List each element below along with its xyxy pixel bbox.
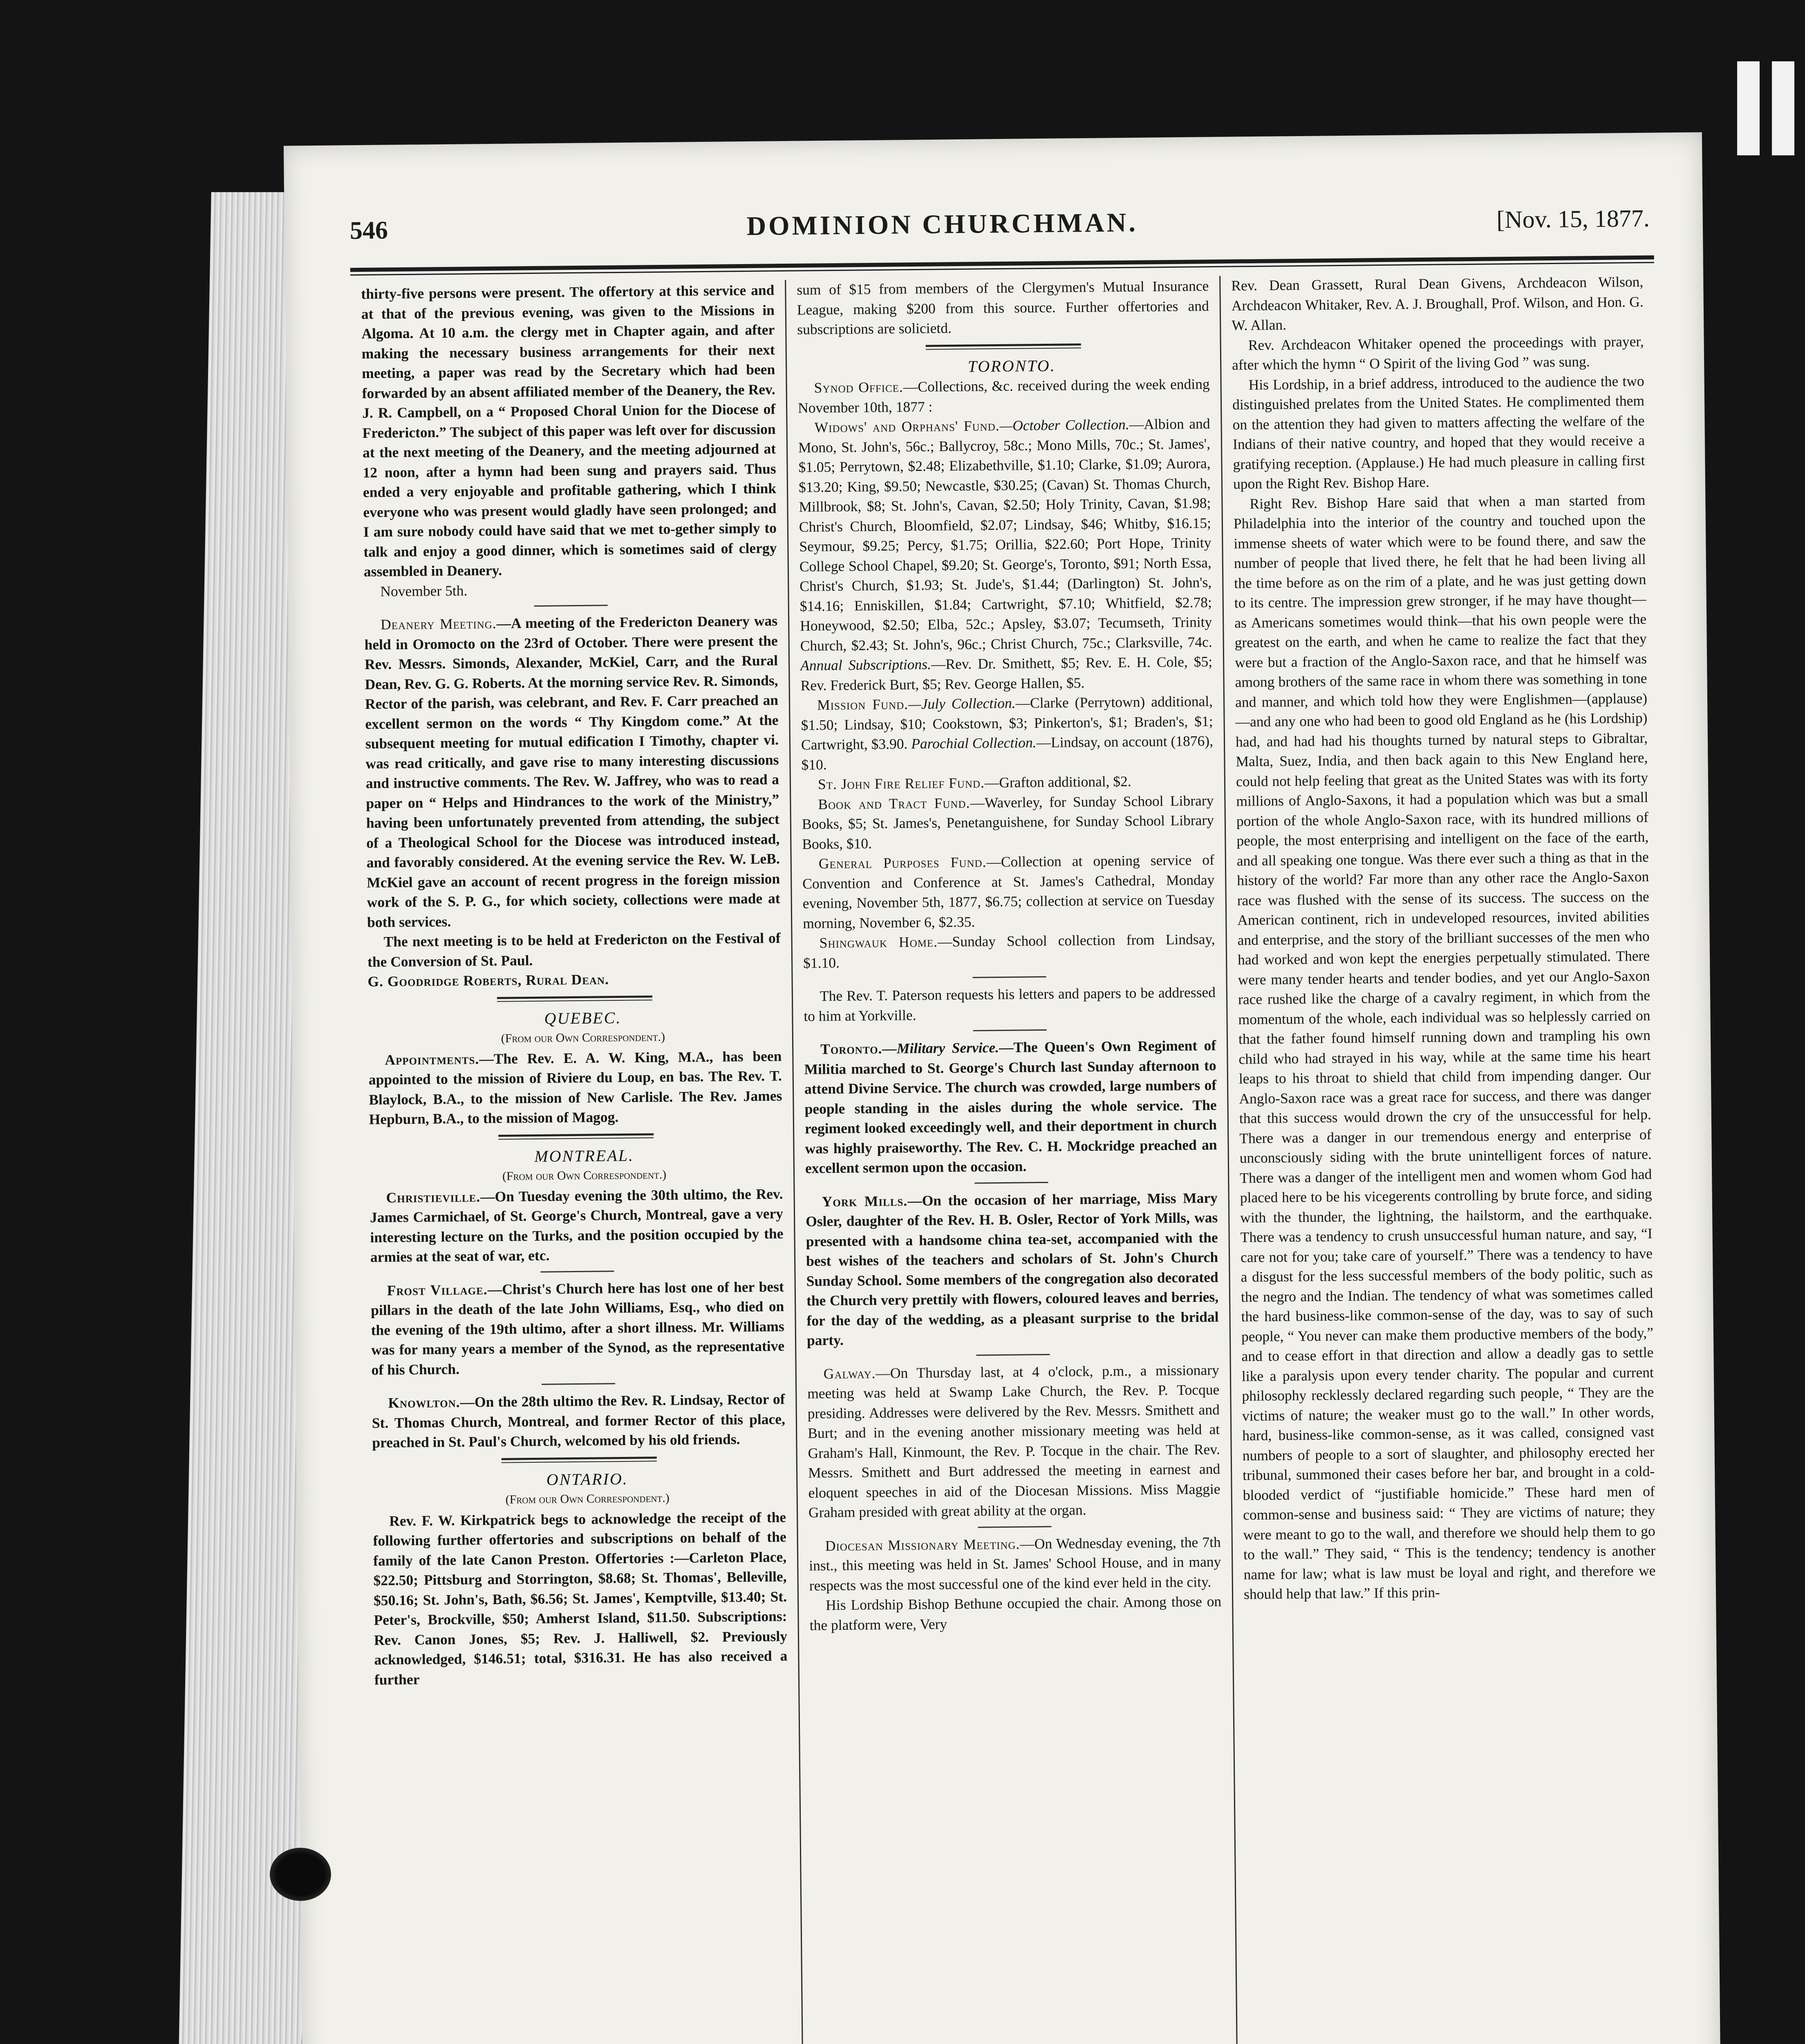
news-item: Synod Office.—Collections, &c. received during the week ending November 10th, 1877 : <box>797 376 1210 416</box>
column-3 <box>1219 272 1673 2044</box>
news-item: York Mills.—On the occasion of her marriage, Miss Mary Osler, daughter of the Rev. H. B. Osler, Rector of York Mills, was presented with a handsome china tea-set, accompanied with the best wishes of the teachers and scholars of St. John's Church Sunday School. Some members of the congregation also decorated the Church very prettily with flowers, coloured leaves and berries, for the day of the wedding, as a pleasant surprise to the bridal party. <box>806 1189 1219 1349</box>
page-header <box>350 202 1650 264</box>
news-item: Diocesan Missionary Meeting.—On Wednesday evening, the 7th inst., this meeting was held in St. James' School House, and in many respects was the most successful one of the kind ever held in the city. <box>809 1533 1221 1594</box>
news-item: Shingwauk Home.—Sunday School collection from Lindsay, $1.10. <box>803 930 1215 971</box>
film-frame-mark-top-right <box>1772 61 1794 155</box>
correspondent-line: (From our Own Correspondent.) <box>501 1030 665 1045</box>
news-item: St. John Fire Relief Fund.—Grafton additional, $2. <box>817 773 1131 793</box>
divider <box>926 343 1081 350</box>
paragraph: sum of $15 from members of the Clergymen's Mutual Insurance League, making $200 from this source. Further offertories and subscriptions are solicietd. <box>797 278 1209 338</box>
paragraph: thirty-five persons were present. The offertory at this service and at that of the previous evening, was given to the Missions in Algoma. At 10 a.m. the clergy met in Chapter again, and after making the necessary business arrangements for their next meeting, a paper was read by the Secretary which had been forwarded by an absent affiliated member of the Deanery, the Rev. J. R. Campbell, on a “ Proposed Choral Union for the Diocese of Fredericton.” The subject of this paper was left over for discussion at the next meeting of the Deanery, and the meeting adjourned at 12 noon, after a hymn had been sung and prayers said. Thus ended a very enjoyable and profitable gathering, which I think everyone who was present would gladly have seen prolonged; and I am sure nobody could have said that we met to-gether simply to talk and enjoy a good dinner, which is sometimes said of clergy assembled in Deanery. <box>361 282 777 580</box>
news-item: Toronto.—Military Service.—The Queen's Own Regiment of Militia marched to St. George's Church last Sunday afternoon to attend Divine Service. The church was crowded, large numbers of people standing in the aisles during the whole service. The regiment looked exceedingly well, and their deportment in church was highly praiseworthy. The Rev. C. H. Mockridge preached an excellent sermon upon the occasion. <box>804 1037 1217 1177</box>
paragraph: The next meeting is to be held at Fredericton on the Festival of the Conversion of St. Paul. <box>367 930 781 970</box>
news-item: Book and Tract Fund.—Waverley, for Sunday School Library Books, $5; St. James's, Penetanguishene, for Sunday School Library Books, $10. <box>802 792 1214 852</box>
news-item: Frost Village.—Christ's Church here has lost one of her best pillars in the death of the late John Williams, Esq., who died on the evening of the 19th ultimo, after a short illness. Mr. Williams was for many years a member of the Synod, as the representative of his Church. <box>371 1278 785 1378</box>
news-item: Deanery Meeting.—A meeting of the Fredericton Deanery was held in Oromocto on the 23rd of October. There were present the Rev. Messrs. Simonds, Alexander, McKiel, Carr, and the Rural Dean, Rev. G. G. Roberts. At the morning service Rev. R. Simonds, Rector of the parish, was celebrant, and Rev. F. Carr preached an excellent sermon on the words “ Thy Kingdom come.” At the subsequent meeting for mutual edification I Timothy, chapter vi. was read critically, and gave rise to many interesting discussions and instructive comments. The Rev. W. Jaffrey, who was to read a paper on “ Helps and Hindrances to the work of the Ministry,” having been unfortunately prevented from attending, the subject of a Theological School for the Diocese was introduced instead, and favorably considered. At the evening service the Rev. W. LeB. McKiel gave an account of recent progress in the foreign mission work of the S. P. G., for which society, collections were made at both services. <box>364 612 780 930</box>
paragraph: Rev. Archdeacon Whitaker opened the proceedings with prayer, after which the hymn “ O Spirit of the living God ” was sung. <box>1232 333 1644 373</box>
paragraph: His Lordship Bishop Bethune occupied the chair. Among those on the platform were, Very <box>809 1593 1222 1634</box>
newspaper-page <box>284 132 1723 2044</box>
divider <box>976 1354 1050 1356</box>
paragraph: Right Rev. Bishop Hare said that when a man started from Philadelphia into the interior of the country and touched upon the immense sheets of water which were to be found there, and saw the number of people that lived there, he felt that he had been living all the time before as on the rim of a plate, and he was just getting down to its centre. The impression grew stronger, if he may have thought—as Americans sometimes would think—that his own people were the greatest on the earth, and when he came to realize the fact that they were but a fraction of the Anglo-Saxon race, and that he himself was among brothers of the same race in whom there was something in tone and manner, and which told how they were Englishmen—(applause)—and any one who had been to good old England as he (his Lordship) had, and had had his thoughts turned by natural steps to Gibraltar, Malta, Suez, India, and then back again to this New England here, could not help feeling that great as the United States was with its forty millions of Anglo-Saxons, it had a population which was but a small portion of the whole Anglo-Saxon race, with its hundred millions of people, the most enterprising and intelligent on the face of the earth, and all speaking one tongue. Was there ever such a thing as that in the history of the world? Far more than any other race the Anglo-Saxon race was flushed with the sense of its success. The success on the American continent, rich in undeveloped resources, invited abilities and enterprise, and the story of the brilliant successes of the men who had worked and won kept the energies perpetually stimulated. There were many tender hearts and tender bodies, and yet our Anglo-Saxon race rushed like the charge of a cavalry regiment, in which from the momentum of the whole, each individual was so helplessly carried on that the father found himself running down and trampling his own child who had strayed in his way, while at the same time his heart leaps to his throat to shield that child from impending danger. Our Anglo-Saxon race was a great race for success, and there was danger that this success would drown the cry of the unsuccessful for help. There was a danger in our tremendous energy and enterprise of unconsciously siding with the brute unintelligent forces of nature. There was a danger of the intelligent men and women whom God had placed here to be his vicegerents controlling by brute force, and siding with the thunder, the lightning, the hailstorm, and the earthquake. There was a tendency to crush unsuccessful human nature, and say, “I care not for you; take care of yourself.” There was a tendency to have a disgust for the less successful members of the body politic, such as the negro and the Indian. The tendency of what was sometimes called the hard business-like common-sense of the day, was to say of such people, “ You never can make them productive members of the body,” and to cease effort in that direction and allow a deadly gas to settle like a paralysis upon every tender charity. The popular and current philosophy recklessly declared regarding such people, “ They are the victims of nature; the weaker must go to the wall.” In other words, hard, business-like common-sense, as it was called, consigned vast numbers of people to a sort of slaughter, and philosophy erected her tribunal, summoned their cases before her bar, and brought in a cold-blooded verdict of “justifiable homicide.” These hard men of common-sense and business said: “ They are victims of nature; they were meant to go to the wall, and therefore we should help them to go to the wall.” They said, “ This is the tendency; tendency is another name for law; what is law must be loyal and right, and therefore we should help that law.” If this prin- <box>1233 491 1656 1602</box>
divider <box>973 976 1046 978</box>
divider <box>498 1133 654 1140</box>
divider <box>540 1271 614 1273</box>
divider <box>974 1181 1048 1183</box>
issue-date: [Nov. 15, 1877. <box>1496 204 1650 233</box>
paragraph: Rev. F. W. Kirkpatrick begs to acknowledge the receipt of the following further offertories and subscriptions on behalf of the family of the late Canon Preston. Offertories :—Carleton Place, $22.50; Pittsburg and Storrington, $8.68; St. Thomas', Belleville, $50.16; St. John's, Bath, $6.56; St. James', Kemptville, $13.40; St. Peter's, Brockville, $50; Amherst Island, $11.50. Subscriptions: Rev. Canon Jones, $5; Rev. J. Halliwell, $2. Previously acknowledged, $146.51; total, $316.31. He has also received a further <box>373 1508 788 1688</box>
column-2 <box>785 276 1239 2044</box>
paragraph: His Lordship, in a brief address, introduced to the audience the two distinguished prelates from the United States. He complimented them on the attention they had given to matters affecting the welfare of the Indians of their native country, and hoped that they would receive a gratifying reception. (Applause.) He had much pleasure in calling first upon the Right Rev. Bishop Hare. <box>1232 372 1645 492</box>
dateline: November 5th. <box>380 582 468 600</box>
correspondent-line: (From our Own Correspondent.) <box>502 1168 667 1183</box>
column-1 <box>350 280 804 2044</box>
signature: G. Goodridge Roberts, Rural Dean. <box>367 971 609 990</box>
section-heading-montreal: MONTREAL. <box>534 1146 634 1165</box>
divider <box>497 995 652 1002</box>
divider <box>534 605 607 607</box>
news-item: General Purposes Fund.—Collection at opening service of Convention and Conference at St. James's Cathedral, Monday evening, November 5th, 1877, $6.75; collection at service on Tuesday morning, November 6, $2.35. <box>802 852 1215 932</box>
masthead-title: DOMINION CHURCHMAN. <box>746 207 1138 241</box>
paragraph: The Rev. T. Paterson requests his letters and papers to be addressed to him at Yorkville. <box>804 984 1216 1024</box>
divider <box>978 1526 1051 1528</box>
paragraph: Rev. Dean Grassett, Rural Dean Givens, Archdeacon Wilson, Archdeacon Whitaker, Rev. A. J. Broughall, Prof. Wilson, and Hon. G. W. Allan. <box>1231 273 1644 334</box>
divider <box>501 1457 656 1463</box>
section-heading-quebec: QUEBEC. <box>544 1008 622 1028</box>
film-frame-mark-top-left <box>1737 61 1760 155</box>
section-heading-toronto: TORONTO. <box>967 356 1056 376</box>
divider <box>542 1383 615 1385</box>
section-heading-ontario: ONTARIO. <box>546 1469 628 1489</box>
page-number: 546 <box>349 216 388 245</box>
news-item: Galway.—On Thursday last, at 4 o'clock, p.m., a missionary meeting was held at Swamp Lake Church, the Rev. P. Tocque presiding. Addresses were delivered by the Rev. Messrs. Smithett and Burt; and in the evening another missionary meeting was held at Graham's Hall, Kinmount, the Rev. P. Tocque in the chair. The Rev. Messrs. Smithett and Burt addressed the meeting in earnest and eloquent speeches in aid of the Diocesan Missions. Miss Maggie Graham presided with great ability at the organ. <box>807 1361 1221 1521</box>
news-item: Widows' and Orphans' Fund.—October Collection.—Albion and Mono, St. John's, 56c.; Ballycroy, 58c.; Mono Mills, 70c.; St. James', $1.05; Perrytown, $2.48; Elizabethville, $1.10; Clarke, $1.09; Aurora, $13.20; King, $9.50; Newcastle, $30.25; (Cavan) St. Thomas Church, Millbrook, $8; St. John's, Cavan, $2.50; Holy Trinity, Cavan, $1.98; Christ's Church, Bloomfield, $2.07; Lindsay, $46; Whitby, $16.15; Seymour, $9.25; Percy, $1.75; Orillia, $22.60; Port Hope, Trinity College School Chapel, $9.20; St. George's, Toronto, $91; North Essa, Christ's Church, $1.93; St. Jude's, $1.44; (Darlington) St. John's, $14.16; Enniskillen, $1.84; Cartwright, $7.10; Whitfield, $2.78; Honeywood, $2.50; Elba, 52c.; Apsley, $3.07; Tecumseth, Trinity Church, $2.43; St. John's, 96c.; Christ Church, 75c.; Clarksville, 74c. Annual Subscriptions.—Rev. Dr. Smithett, $5; Rev. E. H. Cole, $5; Rev. Frederick Burt, $5; Rev. George Hallen, $5. <box>798 415 1213 694</box>
correspondent-line: (From our Own Correspondent.) <box>505 1491 670 1506</box>
news-item: Appointments.—The Rev. E. A. W. King, M.A., has been appointed to the mission of Riviere du Loup, en bas. The Rev. T. Blaylock, B.A., to the mission of New Carlisle. The Rev. James Hepburn, B.A., to the mission of Magog. <box>368 1047 782 1127</box>
news-item: Knowlton.—On the 28th ultimo the Rev. R. Lindsay, Rector of St. Thomas Church, Montreal, and former Rector of this place, preached in St. Paul's Church, welcomed by his old friends. <box>372 1391 786 1451</box>
divider <box>973 1029 1047 1031</box>
text-columns <box>350 272 1674 2044</box>
news-item: Christieville.—On Tuesday evening the 30th ultimo, the Rev. James Carmichael, of St. George's Church, Montreal, gave a very interesting lecture on the Turks, and the position occupied by the armies at the seat of war, etc. <box>370 1185 784 1265</box>
scanner-thumb-shadow <box>270 1848 331 1901</box>
news-item: Mission Fund.—July Collection.—Clarke (Perrytown) additional, $1.50; Lindsay, $10; Cookstown, $3; Pinkerton's, $1; Braden's, $1; Cartwright, $3.90. Parochial Collection.—Lindsay, on account (1876), $10. <box>801 693 1214 773</box>
